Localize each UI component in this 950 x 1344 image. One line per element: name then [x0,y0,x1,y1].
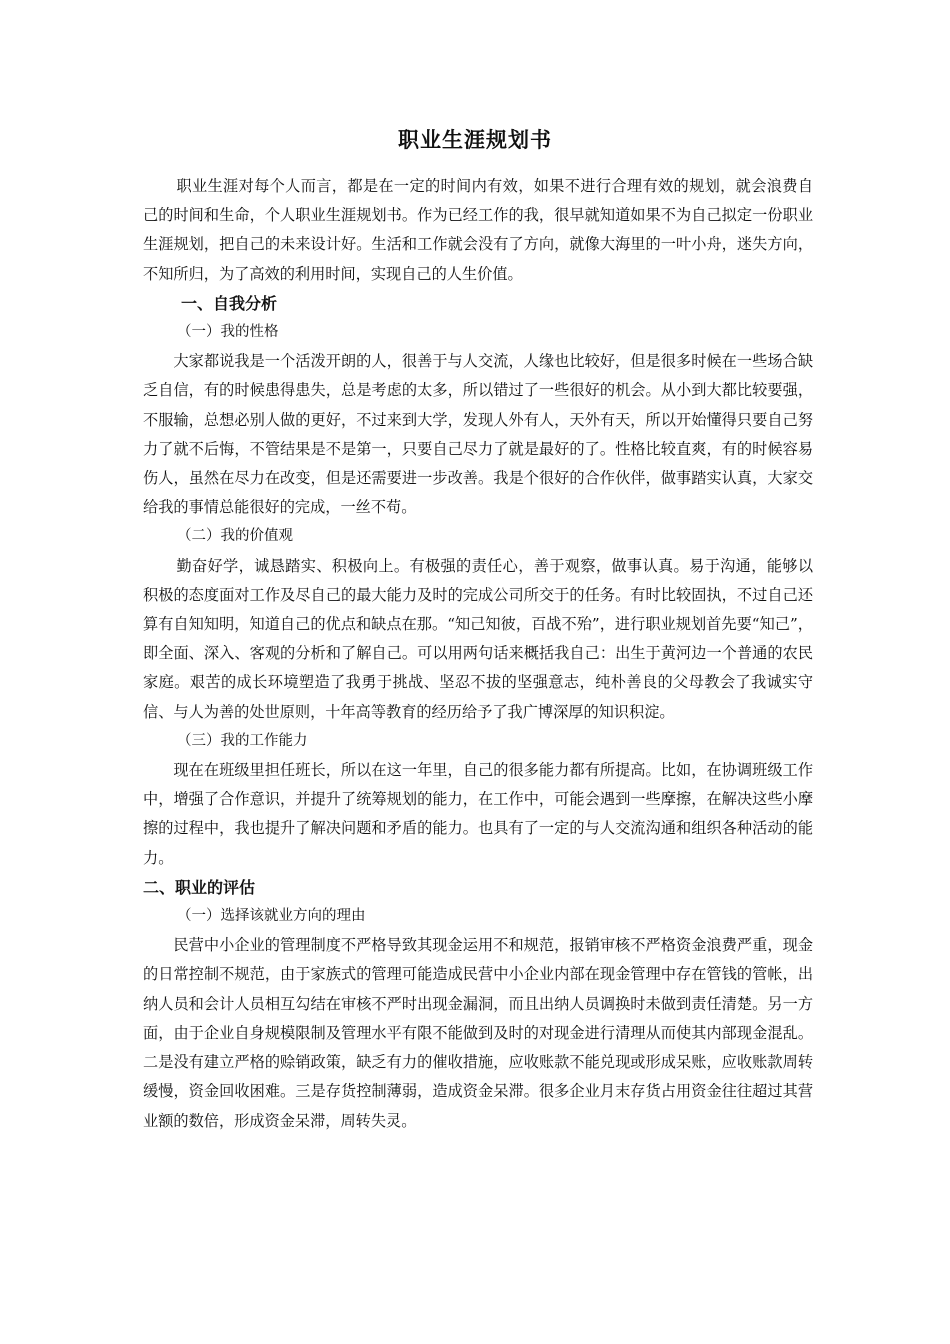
paragraph-direction-reason: 民营中小企业的管理制度不严格导致其现金运用不和规范，报销审核不严格资金浪费严重，现金的日常控制不规范，由于家族式的管理可能造成民营中小企业内部在现金管理中存在管钱的管帐，出纳人员和会计人员相互勾结在审核不严时出现金漏洞，而且出纳人员调换时未做到责任清楚。另一方面，由于企业自身规模限制及管理水平有限不能做到及时的对现金进行清理从而使其内部现金混乱。二是没有建立严格的赊销政策，缺乏有力的催收措施，应收账款不能兑现或形成呆账，应收账款周转缓慢，资金回收困难。三是存货控制薄弱，造成资金呆滞。很多企业月末存货占用资金往往超过其营业额的数倍，形成资金呆滞，周转失灵。 [143,936,813,1130]
paragraph-values: 勤奋好学，诚恳踏实、积极向上。有极强的责任心，善于观察，做事认真。易于沟通，能够以积极的态度面对工作及尽自己的最大能力及时的完成公司所交于的任务。有时比较固执，不过自己还算有自知知明，知道自己的优点和缺点在那。“知己知彼，百战不殆”，进行职业规划首先要“知己”，即全面、深入、客观的分析和了解自己。可以用两句话来概括我自己：出生于黄河边一个普通的农民家庭。艰苦的成长环境塑造了我勇于挑战、坚忍不拔的坚强意志，纯朴善良的父母教会了我诚实守信、与人为善的处世原则，十年高等教育的经历给予了我广博深厚的知识积淀。 [143,556,813,721]
document-body [143,172,813,1136]
section-heading-self-analysis: 一、自我分析 [181,293,278,313]
document-title: 职业生涯规划书 [398,128,552,152]
subheading-work-ability: （三）我的工作能力 [177,732,308,749]
intro-paragraph: 职业生涯对每个人而言，都是在一定的时间内有效，如果不进行合理有效的规划，就会浪费自己的时间和生命，个人职业生涯规划书。作为已经工作的我，很早就知道如果不为自己拟定一份职业生涯规划，把自己的未来设计好。生活和工作就会没有了方向，就像大海里的一叶小舟，迷失方向，不知所归，为了高效的利用时间，实现自己的人生价值。 [143,177,813,283]
paragraph-work-ability: 现在在班级里担任班长，所以在这一年里，自己的很多能力都有所提高。比如，在协调班级工作中，增强了合作意识，并提升了统筹规划的能力，在工作中，可能会遇到一些摩擦，在解决这些小摩擦的过程中，我也提升了解决问题和矛盾的能力。也具有了一定的与人交流沟通和组织各种活动的能力。 [143,761,813,867]
subheading-direction-reason: （一）选择该就业方向的理由 [177,908,366,925]
section-heading-career-evaluation: 二、职业的评估 [143,877,256,897]
subheading-personality: （一）我的性格 [177,324,279,341]
paragraph-personality: 大家都说我是一个活泼开朗的人，很善于与人交流，人缘也比较好，但是很多时候在一些场合缺乏自信，有的时候患得患失，总是考虑的太多，所以错过了一些很好的机会。从小到大都比较要强，不服输，总想必别人做的更好，不过来到大学，发现人外有人，天外有天，所以开始懂得只要自己努力了就不后悔，不管结果是不是第一，只要自己尽力了就是最好的了。性格比较直爽，有的时候容易伤人，虽然在尽力在改变，但是还需要进一步改善。我是个很好的合作伙伴，做事踏实认真，大家交给我的事情总能很好的完成，一丝不苟。 [143,352,813,517]
subheading-values: （二）我的价值观 [177,528,293,545]
